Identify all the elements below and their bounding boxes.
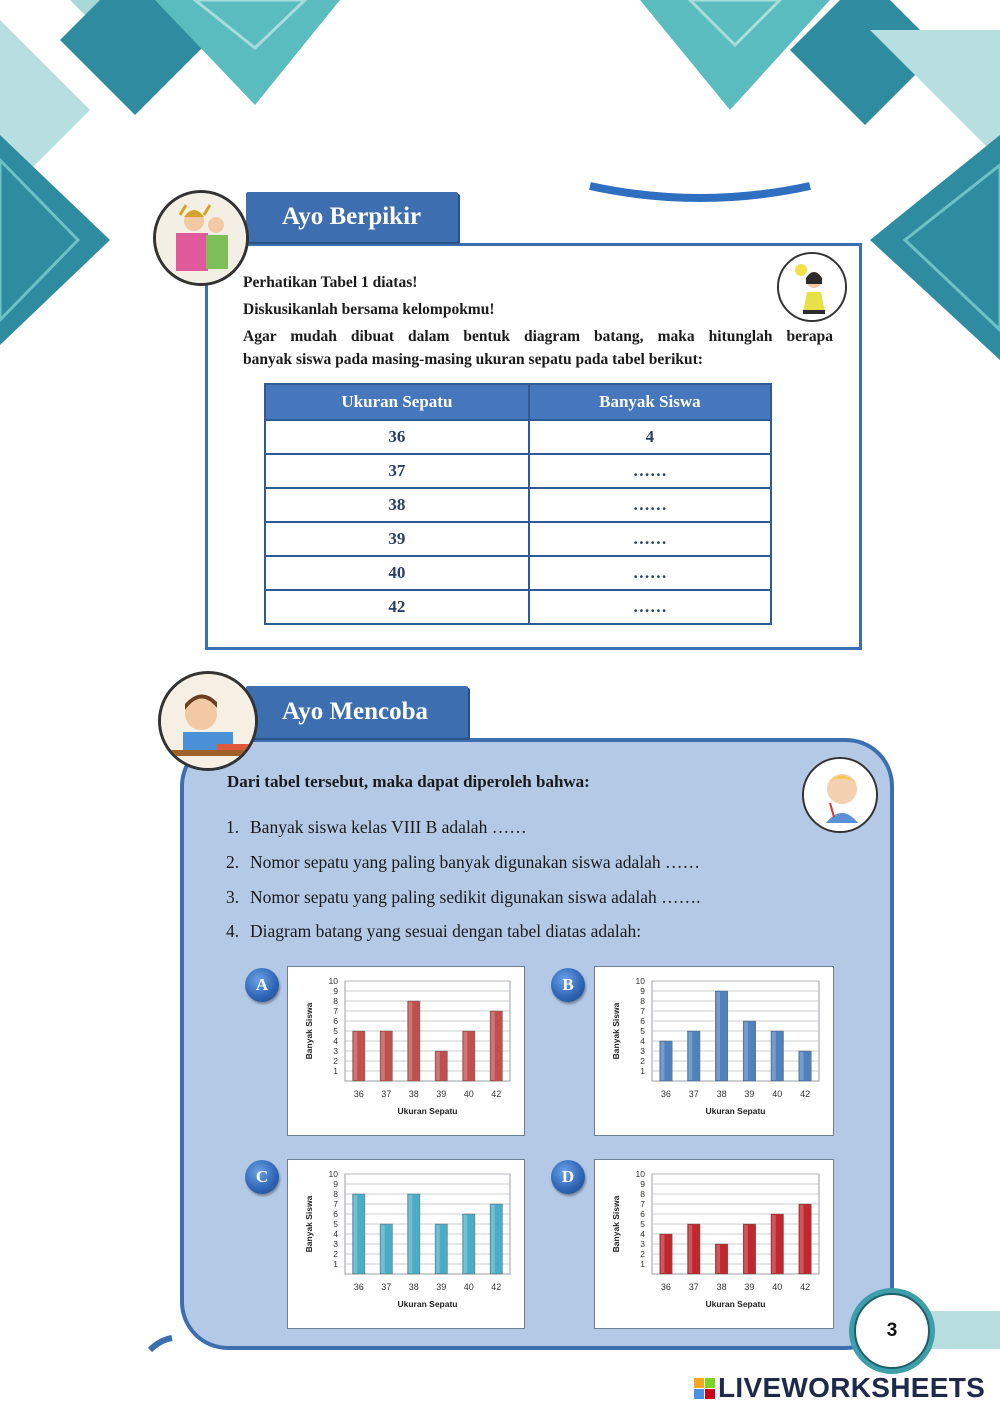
x-axis-label: Ukuran Sepatu [397, 1106, 458, 1116]
bar-highlight [688, 1032, 692, 1080]
berpikir-title-text: Ayo Berpikir [282, 203, 422, 230]
bar-chart-b [595, 967, 833, 1135]
y-tick-label: 8 [640, 1189, 645, 1199]
x-tick-label: 42 [491, 1282, 502, 1292]
y-tick-label: 6 [640, 1016, 645, 1026]
y-tick-label: 2 [640, 1249, 645, 1259]
bar-highlight [716, 1245, 720, 1273]
y-tick-label: 1 [333, 1066, 338, 1076]
bar-chart-a [288, 967, 524, 1135]
bar-highlight [381, 1225, 385, 1273]
boy-writing-avatar [158, 671, 258, 771]
y-tick-label: 10 [635, 976, 645, 986]
y-tick-label: 7 [333, 1199, 338, 1209]
bar-highlight [661, 1042, 665, 1080]
question-2 [226, 852, 700, 873]
y-tick-label: 8 [640, 996, 645, 1006]
bar-highlight [491, 1012, 495, 1080]
bar-highlight [744, 1225, 748, 1273]
cell-count-blank[interactable]: …… [529, 522, 771, 556]
chart-option-a[interactable] [287, 966, 525, 1136]
y-tick-label: 5 [640, 1219, 645, 1229]
question-text: Diagram batang yang sesuai dengan tabel diatas adalah: [250, 921, 642, 941]
cell-count-blank[interactable]: …… [529, 556, 771, 590]
instruction-2: Diskusikanlah bersama kelompokmu! [243, 301, 495, 318]
question-text: Nomor sepatu yang paling banyak digunakan siswa adalah …… [250, 852, 701, 872]
berpikir-title [246, 192, 458, 242]
x-tick-label: 40 [463, 1089, 474, 1099]
question-number: 2. [226, 852, 240, 872]
y-tick-label: 4 [640, 1036, 645, 1046]
bar-highlight [491, 1205, 495, 1273]
y-tick-label: 6 [333, 1209, 338, 1219]
x-tick-label: 38 [716, 1089, 727, 1099]
x-tick-label: 42 [800, 1089, 811, 1099]
table-row [265, 488, 771, 522]
bar-highlight [464, 1032, 468, 1080]
x-tick-label: 39 [744, 1089, 755, 1099]
page-number: 3 [854, 1293, 930, 1369]
y-tick-label: 6 [640, 1209, 645, 1219]
y-tick-label: 3 [640, 1239, 645, 1249]
y-tick-label: 6 [333, 1016, 338, 1026]
mencoba-title-text: Ayo Mencoba [282, 698, 429, 725]
option-b-badge[interactable]: B [551, 968, 585, 1002]
x-tick-label: 42 [491, 1089, 502, 1099]
cell-size: 42 [265, 590, 529, 624]
x-tick-label: 37 [688, 1282, 699, 1292]
x-tick-label: 38 [408, 1282, 419, 1292]
reading-children-avatar [153, 190, 249, 286]
y-tick-label: 1 [333, 1259, 338, 1269]
cell-size: 38 [265, 488, 529, 522]
option-a-badge[interactable]: A [245, 968, 279, 1002]
x-tick-label: 39 [436, 1282, 447, 1292]
boy-thinking-avatar [802, 757, 878, 833]
x-tick-label: 37 [688, 1089, 699, 1099]
option-d-badge[interactable]: D [551, 1160, 585, 1194]
y-tick-label: 2 [640, 1056, 645, 1066]
reading-children-icon [156, 193, 246, 283]
question-number: 3. [226, 887, 240, 907]
x-axis-label: Ukuran Sepatu [397, 1299, 458, 1309]
y-tick-label: 7 [640, 1199, 645, 1209]
bar-highlight [688, 1225, 692, 1273]
x-tick-label: 42 [800, 1282, 811, 1292]
girl-thinking-avatar [777, 252, 847, 322]
instruction-1: Perhatikan Tabel 1 diatas! [243, 274, 418, 291]
bar-highlight [381, 1032, 385, 1080]
x-tick-label: 38 [408, 1089, 419, 1099]
x-tick-label: 40 [772, 1282, 783, 1292]
y-axis-label: Banyak Siswa [611, 1195, 621, 1253]
bar-highlight [772, 1215, 776, 1273]
table-row [265, 522, 771, 556]
instruction-3b: banyak siswa pada masing-masing ukuran sepatu pada tabel berikut: [243, 351, 703, 368]
chart-option-d[interactable] [594, 1159, 834, 1329]
x-tick-label: 39 [744, 1282, 755, 1292]
y-tick-label: 10 [328, 976, 338, 986]
bar-highlight [772, 1032, 776, 1080]
x-tick-label: 38 [716, 1282, 727, 1292]
question-number: 4. [226, 921, 240, 941]
brand-text: LIVEWORKSHEETS [718, 1372, 986, 1403]
y-tick-label: 9 [333, 1179, 338, 1189]
table-row [265, 454, 771, 488]
header-ukuran-sepatu: Ukuran Sepatu [265, 384, 529, 420]
mencoba-intro: Dari tabel tersebut, maka dapat diperoleh bahwa: [227, 772, 590, 791]
cell-size: 37 [265, 454, 529, 488]
question-3 [226, 887, 701, 908]
cell-count-blank[interactable]: …… [529, 488, 771, 522]
bar-highlight [436, 1225, 440, 1273]
table-header-row [265, 384, 771, 420]
table-row [265, 556, 771, 590]
bar-highlight [744, 1022, 748, 1080]
boy-thinking-icon [804, 759, 876, 831]
cell-size: 36 [265, 420, 529, 454]
y-tick-label: 8 [333, 996, 338, 1006]
y-tick-label: 9 [640, 986, 645, 996]
y-tick-label: 9 [640, 1179, 645, 1189]
y-tick-label: 3 [333, 1239, 338, 1249]
y-tick-label: 4 [333, 1036, 338, 1046]
boy-writing-icon [161, 674, 255, 768]
y-tick-label: 3 [333, 1046, 338, 1056]
x-tick-label: 37 [381, 1089, 392, 1099]
x-tick-label: 36 [353, 1089, 364, 1099]
x-tick-label: 36 [660, 1089, 671, 1099]
bar-highlight [354, 1195, 358, 1273]
y-tick-label: 7 [333, 1006, 338, 1016]
x-tick-label: 39 [436, 1089, 447, 1099]
y-tick-label: 2 [333, 1056, 338, 1066]
bar-highlight [409, 1195, 413, 1273]
option-c-badge[interactable]: C [245, 1160, 279, 1194]
y-axis-label: Banyak Siswa [304, 1002, 314, 1060]
y-tick-label: 2 [333, 1249, 338, 1259]
instruction-3a: Agar mudah dibuat dalam bentuk diagram batang, maka hitunglah berapa [243, 328, 833, 345]
cell-count-blank[interactable]: …… [529, 454, 771, 488]
page-number-badge [849, 1288, 935, 1374]
bar-highlight [409, 1002, 413, 1080]
bar-highlight [661, 1235, 665, 1273]
chart-option-b[interactable] [594, 966, 834, 1136]
question-1 [226, 817, 527, 838]
cell-count-blank[interactable]: …… [529, 590, 771, 624]
y-tick-label: 3 [640, 1046, 645, 1056]
liveworksheets-logo-icon [694, 1378, 715, 1399]
table-row [265, 590, 771, 624]
header-banyak-siswa: Banyak Siswa [529, 384, 771, 420]
y-tick-label: 10 [635, 1169, 645, 1179]
cell-count: 4 [529, 420, 771, 454]
x-tick-label: 36 [660, 1282, 671, 1292]
question-4 [226, 921, 641, 942]
question-number: 1. [226, 817, 240, 837]
x-tick-label: 40 [463, 1282, 474, 1292]
bar-highlight [716, 992, 720, 1080]
y-tick-label: 4 [333, 1229, 338, 1239]
y-tick-label: 8 [333, 1189, 338, 1199]
y-tick-label: 1 [640, 1259, 645, 1269]
bar-highlight [354, 1032, 358, 1080]
cell-size: 39 [265, 522, 529, 556]
bar-highlight [800, 1205, 804, 1273]
table-row [265, 420, 771, 454]
y-tick-label: 10 [328, 1169, 338, 1179]
mencoba-title [246, 686, 468, 738]
x-tick-label: 36 [353, 1282, 364, 1292]
cell-size: 40 [265, 556, 529, 590]
y-tick-label: 5 [333, 1026, 338, 1036]
y-tick-label: 5 [333, 1219, 338, 1229]
brand-logo [694, 1372, 985, 1404]
girl-thinking-icon [779, 254, 845, 320]
x-axis-label: Ukuran Sepatu [705, 1299, 766, 1309]
y-axis-label: Banyak Siswa [304, 1195, 314, 1253]
bar-chart-d [595, 1160, 833, 1328]
chart-option-c[interactable] [287, 1159, 525, 1329]
y-tick-label: 4 [640, 1229, 645, 1239]
x-tick-label: 37 [381, 1282, 392, 1292]
y-tick-label: 7 [640, 1006, 645, 1016]
question-text: Nomor sepatu yang paling sedikit digunakan siswa adalah ……. [250, 887, 701, 907]
y-axis-label: Banyak Siswa [611, 1002, 621, 1060]
y-tick-label: 5 [640, 1026, 645, 1036]
x-axis-label: Ukuran Sepatu [705, 1106, 766, 1116]
bar-highlight [436, 1052, 440, 1080]
y-tick-label: 1 [640, 1066, 645, 1076]
x-tick-label: 40 [772, 1089, 783, 1099]
bar-highlight [800, 1052, 804, 1080]
shoe-size-table [264, 383, 772, 625]
bar-highlight [464, 1215, 468, 1273]
question-text: Banyak siswa kelas VIII B adalah …… [250, 817, 527, 837]
y-tick-label: 9 [333, 986, 338, 996]
bar-chart-c [288, 1160, 524, 1328]
